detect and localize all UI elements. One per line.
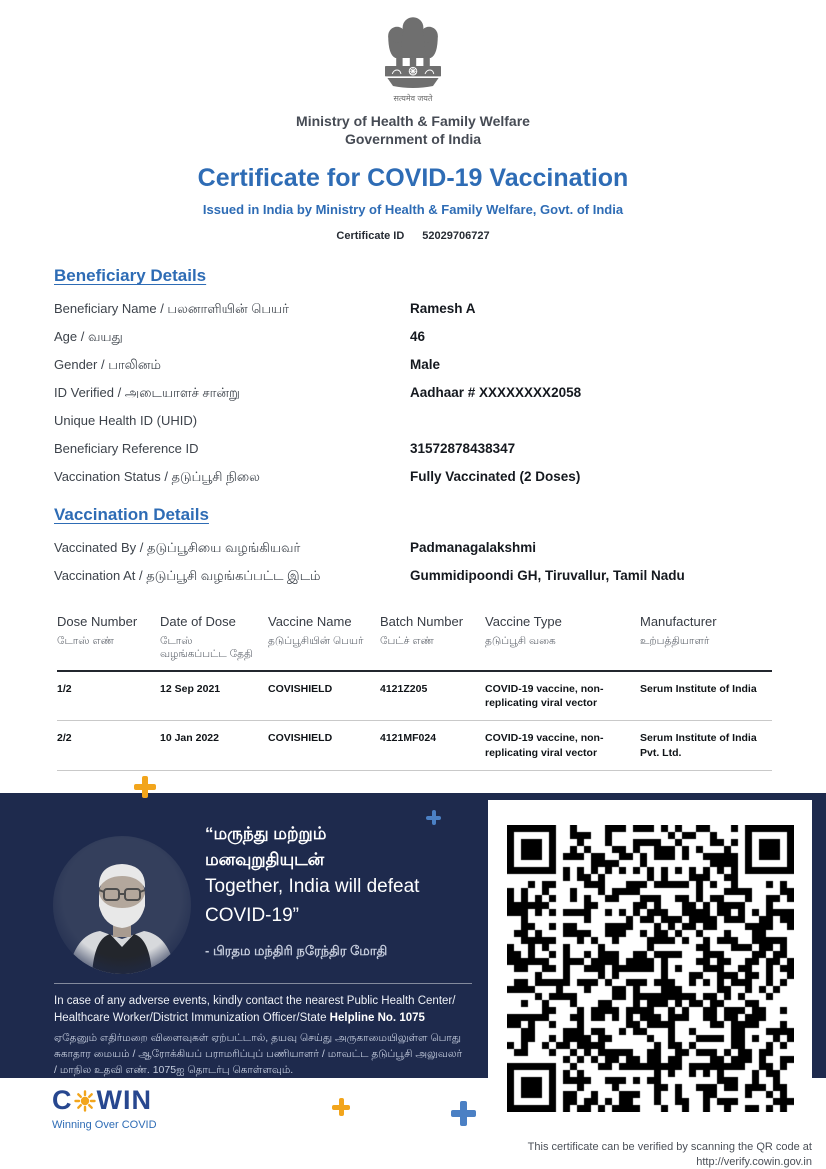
col-date-of-dose: Date of Dose டோஸ் வழங்கப்பட்ட தேதி [160,613,253,661]
government-name: Government of India [344,131,482,148]
cell-vaccine-name: COVISHIELD [268,671,380,721]
helpline-number: Helpline No. 1075 [329,1012,425,1025]
certificate-header [0,0,826,242]
quote-english-line1: Together, India will defeat [205,876,420,897]
cell-vaccine-type: COVID-19 vaccine, non-replicating viral vector [485,721,640,770]
dose-table-header-row [57,614,772,671]
field-value: 46 [410,329,426,345]
field-value: Fully Vaccinated (2 Doses) [410,469,581,484]
field-value: Gummidipoondi GH, Tiruvallur, Tamil Nadu [410,567,685,583]
certificate-title: Certificate for COVID-19 Vaccination [197,164,629,193]
cowin-tagline: Winning Over COVID [52,1119,157,1131]
field-label: Unique Health ID (UHID) [54,413,198,429]
certificate-subtitle: Issued in India by Ministry of Health & Family Welfare, Govt. of India [202,202,624,218]
cowin-logo-c: C [52,1085,73,1115]
field-value: Male [410,357,441,373]
cowin-logo-win: WIN [96,1085,152,1115]
field-label: Vaccination At / தடுப்பூசி வழங்கப்பட்ட இடம் [54,567,321,583]
verify-url: http://verify.cowin.gov.in [696,1156,812,1169]
field-row-uhid [54,414,772,429]
adverse-events-advisory-tamil: ஏதேனும் எதிர்மறை விளைவுகள் ஏற்பட்டால், தயவு செய்து அருகாமையிலுள்ள பொது சுகாதார மையம் / ஆரோக்கியப் பராமரிப்புப் பணியாளர் / மாவட்ட தடுப்பூசி அலுவலர் / மாநில உதவி எண். 1075ஐ தொடர்பு கொள்ளவும். [54,1032,463,1076]
field-row-beneficiary-name [54,302,772,317]
dose-row-2 [57,721,772,770]
cell-vaccine-type: COVID-19 vaccine, non-replicating viral vector [485,671,640,721]
verify-line1: This certificate can be verified by scanning the QR code at [527,1141,812,1153]
cell-batch: 4121MF024 [380,721,485,770]
adverse-events-advisory-english [54,993,456,1028]
ministry-name: Ministry of Health & Family Welfare [296,113,530,129]
advisory-text: In case of any adverse events, kindly contact the nearest Public Health Center/ Healthcare Worker/District Immunization Officer/State [54,995,456,1025]
field-row-gender [54,358,772,373]
col-vaccine-name: Vaccine Name தடுப்பூசியின் பெயர் [268,613,364,647]
col-vaccine-type: Vaccine Type தடுப்பூசி வகை [485,613,562,647]
pm-portrait [52,835,192,975]
field-label: Gender / பாலினம் [54,357,161,373]
cell-dose-number: 2/2 [57,721,160,770]
dose-table [57,614,772,771]
field-label: ID Verified / அடையாளச் சான்று [54,385,240,401]
col-manufacturer: Manufacturer உற்பத்தியாளர் [640,613,717,647]
field-value: Aadhaar # XXXXXXXX2058 [410,385,582,401]
cell-batch: 4121Z205 [380,671,485,721]
field-row-reference-id [54,442,772,457]
plus-decoration-blue-bottom-icon [451,1101,476,1126]
field-row-vaccination-status [54,470,772,485]
quote-tamil-line2: மனவுறுதியுடன் [205,849,325,869]
qr-code [488,800,812,1136]
qr-code-canvas [507,825,794,1112]
field-label: Beneficiary Reference ID [54,441,199,457]
field-label: Age / வயது [54,329,123,345]
beneficiary-details-heading: Beneficiary Details [54,266,207,286]
footer-divider [54,983,472,984]
plus-decoration-blue-small-icon [426,810,441,825]
quote-tamil-line1: “மருந்து மற்றும் [205,824,327,843]
field-value: Ramesh A [410,301,476,317]
vaccination-details-heading: Vaccination Details [54,504,209,524]
pm-quote [205,821,477,960]
quote-attribution: - பிரதம மந்திரி நரேந்திர மோதி [205,942,388,958]
cell-date: 12 Sep 2021 [160,671,268,721]
field-label: Vaccination Status / தடுப்பூசி நிலை [54,469,260,484]
field-value: Padmanagalakshmi [410,539,537,555]
field-label: Vaccinated By / தடுப்பூசியை வழங்கியவர் [54,539,301,555]
field-row-vaccinated-at [54,569,772,584]
cell-date: 10 Jan 2022 [160,721,268,770]
certificate-id-row [0,230,826,242]
cell-vaccine-name: COVISHIELD [268,721,380,770]
cell-manufacturer: Serum Institute of India [640,671,772,721]
certificate-id-value: 52029706727 [422,230,490,243]
field-row-id-verified [54,386,772,401]
india-national-emblem-icon: सत्यमेव जयते [373,10,453,99]
field-label: Beneficiary Name / பலனாளியின் பெயர் [54,301,289,317]
verify-note [472,1140,812,1169]
quote-english-line2: COVID-19” [205,905,299,927]
dose-row-1 [57,671,772,721]
plus-decoration-yellow-bottom-icon [332,1098,350,1116]
cowin-sun-icon [74,1090,96,1112]
field-value: 31572878438347 [410,441,516,457]
details-content [0,266,826,583]
cell-dose-number: 1/2 [57,671,160,721]
field-row-vaccinated-by [54,541,772,556]
col-batch-number: Batch Number பேட்ச் எண் [380,613,464,647]
plus-decoration-yellow-top-icon [134,776,156,798]
certificate-id-label: Certificate ID [336,230,405,243]
col-dose-number: Dose Number டோஸ் எண் [57,613,138,647]
field-row-age [54,330,772,345]
cowin-logo [52,1085,157,1131]
cell-manufacturer: Serum Institute of India Pvt. Ltd. [640,721,772,770]
